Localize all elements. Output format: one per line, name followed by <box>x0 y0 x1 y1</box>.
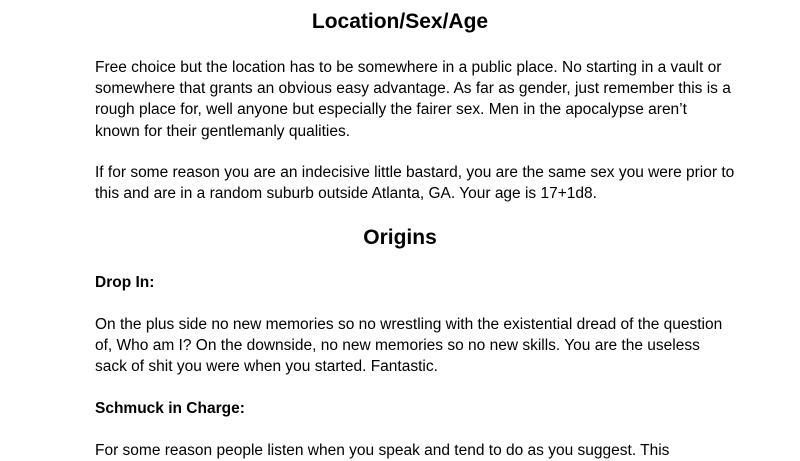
default-choice-paragraph: If for some reason you are an indecisive little bastard, you are the same sex you were prior to this and are in a random suburb outside Atlanta, GA. Your age is 17+1d8. <box>95 164 735 203</box>
origin-description-schmuck-in-charge: For some reason people listen when you speak and tend to do as you suggest. This <box>95 442 670 459</box>
origin-description-drop-in: On the plus side no new memories so no wrestling with the existential dread of the question of, Who am I? On the downside, no new memories so no new skills. You are the useless sack of shit you were when you started. Fantastic. <box>95 316 723 376</box>
section-title-location-sex-age: Location/Sex/Age <box>311 10 489 33</box>
origin-name-drop-in: Drop In: <box>95 274 155 291</box>
section-title-origins: Origins <box>363 226 437 249</box>
origin-name-schmuck-in-charge: Schmuck in Charge: <box>95 400 245 417</box>
location-paragraph: Free choice but the location has to be somewhere in a public place. No starting in a vault or somewhere that grants an obvious easy advantage. As far as gender, just remember this is a rough place for, well anyone but especially the fairer sex. Men in the apocalypse aren’t known for their gentlemanly qualities. <box>95 59 731 140</box>
